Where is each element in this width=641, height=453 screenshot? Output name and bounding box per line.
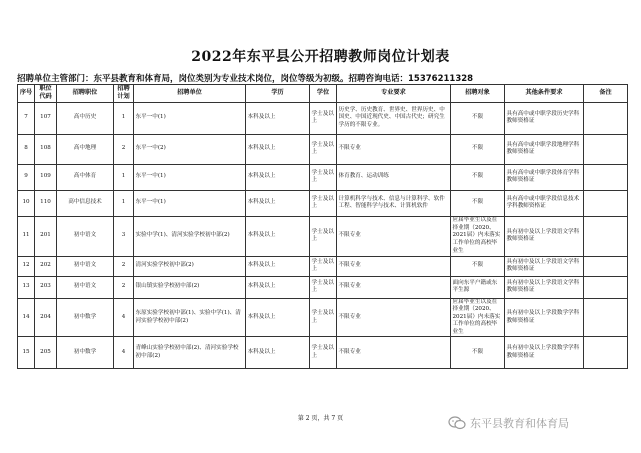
education-cell: 本科及以上 [246,298,310,337]
seq-cell: 7 [18,102,35,134]
note-cell [584,216,628,256]
code-cell: 108 [35,134,57,164]
plan-cell: 3 [114,216,134,256]
degree-cell: 学士及以上 [310,102,337,134]
other-cell: 具有初中及以上学段语文学科教师资格证 [505,276,584,298]
degree-cell: 学士及以上 [310,134,337,164]
other-cell: 具有高中或中职学段信息技术学科教师资格证 [505,190,584,216]
target-cell: 不限 [451,256,505,276]
major-cell: 不限专业 [337,216,451,256]
seq-cell: 12 [18,256,35,276]
code-cell: 107 [35,102,57,134]
unit-cell: 东平一中(1) [134,102,246,134]
unit-cell: 实验中学(1)、清河实验学校初中部(2) [134,216,246,256]
header-note: 备注 [584,85,628,103]
other-cell: 具有初中及以上学段数学学科教师资格证 [505,337,584,369]
major-cell: 历史学、历史教育、世界史、世界历史、中国史、中国近现代史、中国古代史；研究生学历的不限专业。 [337,102,451,134]
seq-cell: 14 [18,298,35,337]
header-code: 职位代码 [35,85,57,103]
education-cell: 本科及以上 [246,276,310,298]
page-footer: 第 2 页，共 7 页 [297,415,344,422]
degree-cell: 学士及以上 [310,190,337,216]
position-cell: 初中语文 [57,276,114,298]
degree-cell: 学士及以上 [310,298,337,337]
position-cell: 高中体育 [57,164,114,190]
note-cell [584,256,628,276]
table-row [18,164,628,190]
watermark-text: 东平县教育和体育局 [470,417,569,430]
position-cell: 初中语文 [57,216,114,256]
position-cell: 高中信息技术 [57,190,114,216]
education-cell: 本科及以上 [246,134,310,164]
subtitle: 招聘单位主管部门：东平县教育和体育局，岗位类别为专业技术岗位，岗位等级为初级。招聘咨询电话：15376211328 [17,74,474,84]
other-cell: 具有高中或中职学段地理学科教师资格证 [505,134,584,164]
education-cell: 本科及以上 [246,337,310,369]
watermark [448,415,569,431]
seq-cell: 8 [18,134,35,164]
unit-cell: 东平一中(1) [134,164,246,190]
note-cell [584,276,628,298]
table-row [18,102,628,134]
plan-cell: 1 [114,164,134,190]
table-row [18,190,628,216]
code-cell: 109 [35,164,57,190]
seq-cell: 10 [18,190,35,216]
major-cell: 计算机科学与技术、信息与计算科学、软件工程、智能科学与技术、计算机软件 [337,190,451,216]
header-other: 其他条件要求 [505,85,584,103]
position-cell: 初中数学 [57,337,114,369]
other-cell: 具有初中及以上学段语文学科教师资格证 [505,256,584,276]
position-cell: 高中历史 [57,102,114,134]
position-cell: 初中语文 [57,256,114,276]
unit-cell: 清河实验学校初中部(2) [134,256,246,276]
target-cell: 应届毕业生以及在择业期（2020、2021届）内未落实工作单位的高校毕业生 [451,298,505,337]
code-cell: 201 [35,216,57,256]
note-cell [584,102,628,134]
degree-cell: 学士及以上 [310,256,337,276]
plan-cell: 1 [114,190,134,216]
major-cell: 不限专业 [337,134,451,164]
header-degree: 学位 [310,85,337,103]
seq-cell: 15 [18,337,35,369]
position-cell: 初中数学 [57,298,114,337]
note-cell [584,190,628,216]
target-cell: 面向东平户籍或东平生源 [451,276,505,298]
code-cell: 203 [35,276,57,298]
major-cell: 不限专业 [337,298,451,337]
education-cell: 本科及以上 [246,102,310,134]
code-cell: 202 [35,256,57,276]
plan-cell: 1 [114,102,134,134]
header-major: 专业要求 [337,85,451,103]
degree-cell: 学士及以上 [310,337,337,369]
code-cell: 110 [35,190,57,216]
table-row [18,216,628,256]
major-cell: 不限专业 [337,276,451,298]
degree-cell: 学士及以上 [310,276,337,298]
header-unit: 招聘单位 [134,85,246,103]
header-position: 招聘职位 [57,85,114,103]
code-cell: 204 [35,298,57,337]
plan-cell: 2 [114,134,134,164]
unit-cell: 银山镇实验学校初中部(2) [134,276,246,298]
target-cell: 应届毕业生以及在择业期（2020、2021届）内未落实工作单位的高校毕业生 [451,216,505,256]
table-row [18,256,628,276]
header-target: 招聘对象 [451,85,505,103]
unit-cell: 东平一中(1) [134,190,246,216]
header-seq: 序号 [18,85,35,103]
other-cell: 具有初中及以上学段语文学科教师资格证 [505,216,584,256]
unit-cell: 青峰山实验学校初中部(2)、清河实验学校初中部(2) [134,337,246,369]
code-cell: 205 [35,337,57,369]
other-cell: 具有高中或中职学段历史学科教师资格证 [505,102,584,134]
plan-cell: 2 [114,256,134,276]
note-cell [584,164,628,190]
table-row [18,134,628,164]
other-cell: 具有初中及以上学段数学学科教师资格证 [505,298,584,337]
target-cell: 不限 [451,134,505,164]
plan-cell: 2 [114,276,134,298]
major-cell: 体育教育、运动训练 [337,164,451,190]
seq-cell: 13 [18,276,35,298]
degree-cell: 学士及以上 [310,164,337,190]
recruitment-table [17,84,628,369]
education-cell: 本科及以上 [246,164,310,190]
table-row [18,337,628,369]
unit-cell: 东原实验学校初中部(1)、实验中学(1)、清河实验学校初中部(2) [134,298,246,337]
major-cell: 不限专业 [337,337,451,369]
table-row [18,298,628,337]
page-title: 2022年东平县公开招聘教师岗位计划表 [191,49,450,65]
table-row [18,276,628,298]
target-cell: 不限 [451,164,505,190]
note-cell [584,298,628,337]
position-cell: 高中地理 [57,134,114,164]
education-cell: 本科及以上 [246,256,310,276]
header-education: 学历 [246,85,310,103]
target-cell: 不限 [451,337,505,369]
other-cell: 具有高中或中职学段体育学科教师资格证 [505,164,584,190]
target-cell: 不限 [451,190,505,216]
seq-cell: 11 [18,216,35,256]
degree-cell: 学士及以上 [310,216,337,256]
target-cell: 不限 [451,102,505,134]
plan-cell: 4 [114,337,134,369]
note-cell [584,337,628,369]
header-row [18,85,628,103]
seq-cell: 9 [18,164,35,190]
major-cell: 不限专业 [337,256,451,276]
wechat-icon [448,416,466,430]
education-cell: 本科及以上 [246,190,310,216]
plan-cell: 4 [114,298,134,337]
header-plan: 招聘计划 [114,85,134,103]
education-cell: 本科及以上 [246,216,310,256]
unit-cell: 东平一中(2) [134,134,246,164]
note-cell [584,134,628,164]
